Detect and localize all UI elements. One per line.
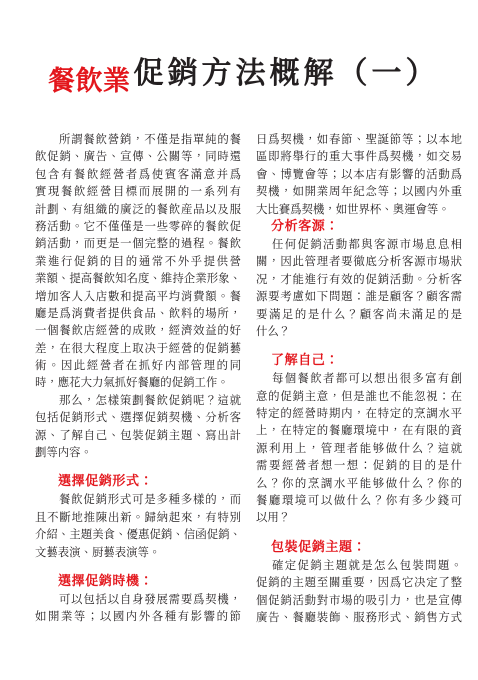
text-line: 任何促銷活動都與客源市場息息相 <box>272 236 464 251</box>
text-line: 契機，如開業周年紀念等；以國内外重 <box>256 184 463 199</box>
text-line: 餐飲促銷形式可是多種多樣的，而 <box>59 492 242 507</box>
paragraph-intro <box>35 131 241 392</box>
text-line: 促銷的主題至關重要，因爲它决定了整 <box>256 575 463 590</box>
text-line: 廳是爲消費者提供食品、飲料的場所， <box>35 305 242 320</box>
text-line: 廣告、餐廳裝飾、服務形式、銷售方式 <box>256 609 463 624</box>
text-line: 確定促銷主題就是怎么包裝問題。 <box>272 557 464 572</box>
left-column <box>35 131 241 626</box>
text-line: 什么？ <box>256 323 291 338</box>
title-prefix: 餐飲業 <box>48 66 131 97</box>
text-line: 務活動。它不僅僅是一些零碎的餐飲促 <box>35 218 242 233</box>
text-line: 源、了解自己、包裝促銷主題、寫出計 <box>35 427 242 442</box>
article-title <box>48 54 440 103</box>
text-line: 大比賽爲契機，如世界杯、奧運會等。 <box>256 201 450 216</box>
text-line: 實現餐飲經營目標而展開的一系列有 <box>35 184 243 199</box>
text-line: 會、博覽會等；以本店有影響的活動爲 <box>256 166 463 181</box>
text-line: 么？你的烹調水平能够做什么？你的 <box>256 475 464 490</box>
paragraph-promo-timing <box>35 591 241 626</box>
text-line: 關，因此管理者要徹底分析客源市場狀 <box>256 254 463 269</box>
text-line: 如開業等；以國内外各種有影響的節 <box>35 609 243 624</box>
text-line: 包含有餐飲經營者爲使賓客滿意并爲 <box>35 166 243 181</box>
text-line: 意的促銷主意，但是誰也不能忽視：在 <box>256 388 463 403</box>
paragraph-promo-timing-continued <box>256 131 462 218</box>
text-line: 餐廳環境可以做什么？你有多少錢可 <box>256 493 464 508</box>
heading-customer-analysis: 分析客源： <box>271 218 340 234</box>
text-line: 上，在特定的餐廳環境中，在有限的資 <box>256 423 463 438</box>
text-line: 時，應花大力氣抓好餐廳的促銷工作。 <box>35 375 229 390</box>
text-line: 需要經營者想一想：促銷的目的是什 <box>256 458 464 473</box>
text-line: 源要考慮如下問題：誰是顧客？顧客需 <box>256 289 463 304</box>
text-line: 特定的經營時期内，在特定的烹調水平 <box>256 406 463 421</box>
text-line: 且不斷地推陳出新。歸納起來，有特別 <box>35 509 242 524</box>
paragraph-overview <box>35 392 241 462</box>
text-line: 業額、提高餐飲知名度、維持企業形象、 <box>35 271 242 286</box>
text-line: 所謂餐飲營銷，不僅是指單純的餐 <box>59 132 242 146</box>
text-line: 飲促銷、廣告、宣傳、公關等，同時還 <box>35 149 242 164</box>
text-line: 况，才能進行有效的促銷活動。分析客 <box>256 271 463 286</box>
text-line: 要滿足的是什么？顧客尚未滿足的是 <box>256 306 464 321</box>
paragraph-customer-analysis <box>256 236 462 340</box>
text-line: 以用？ <box>256 510 291 525</box>
right-column <box>256 131 462 626</box>
text-line: 業進行促銷的目的通常不外乎提供營 <box>35 253 243 268</box>
heading-promo-form: 選擇促銷形式： <box>58 474 154 490</box>
text-line: 術。因此經營者在抓好内部管理的同 <box>35 358 243 373</box>
text-line: 源利用上，管理者能够做什么？這就 <box>256 440 464 455</box>
text-line: 那么，怎樣策劃餐飲促銷呢？這就 <box>59 392 242 407</box>
heading-theme-packaging: 包裝促銷主題： <box>271 539 367 555</box>
heading-promo-timing: 選擇促銷時機： <box>58 573 154 589</box>
text-line: 差，在很大程度上取决于經營的促銷藝 <box>35 340 242 355</box>
text-line: 每個餐飲者都可以想出很多富有創 <box>272 371 464 386</box>
text-line: 介紹、主題美食、優惠促銷、信函促銷、 <box>35 527 242 542</box>
text-line: 劃等内容。 <box>35 445 92 460</box>
text-line: 包括促銷形式、選擇促銷契機、分析客 <box>35 410 242 425</box>
text-line: 計劃、有組織的廣泛的餐飲産品以及服 <box>35 201 242 216</box>
text-line: 銷活動，而更是一個完整的過程。餐飲 <box>35 236 242 251</box>
text-line: 日爲契機，如春節、聖誕節等；以本地 <box>256 132 463 146</box>
text-line: 可以包括以自身發展需要爲契機， <box>59 591 242 606</box>
paragraph-promo-form <box>35 491 241 561</box>
text-line: 一個餐飲店經營的成敗，經濟效益的好 <box>35 323 242 338</box>
text-line: 區即將舉行的重大事件爲契機，如交易 <box>256 149 463 164</box>
paragraph-theme-packaging <box>256 557 462 627</box>
text-line: 文藝表演、厨藝表演等。 <box>35 544 161 559</box>
text-line: 增加客人入店數和提高平均消費額。餐 <box>35 288 242 303</box>
heading-know-yourself: 了解自己： <box>271 353 340 369</box>
text-line: 個促銷活動對市場的吸引力，也是宣傳 <box>256 592 463 607</box>
paragraph-know-yourself <box>256 370 462 527</box>
title-main: 促銷方法概解（一） <box>133 56 440 91</box>
